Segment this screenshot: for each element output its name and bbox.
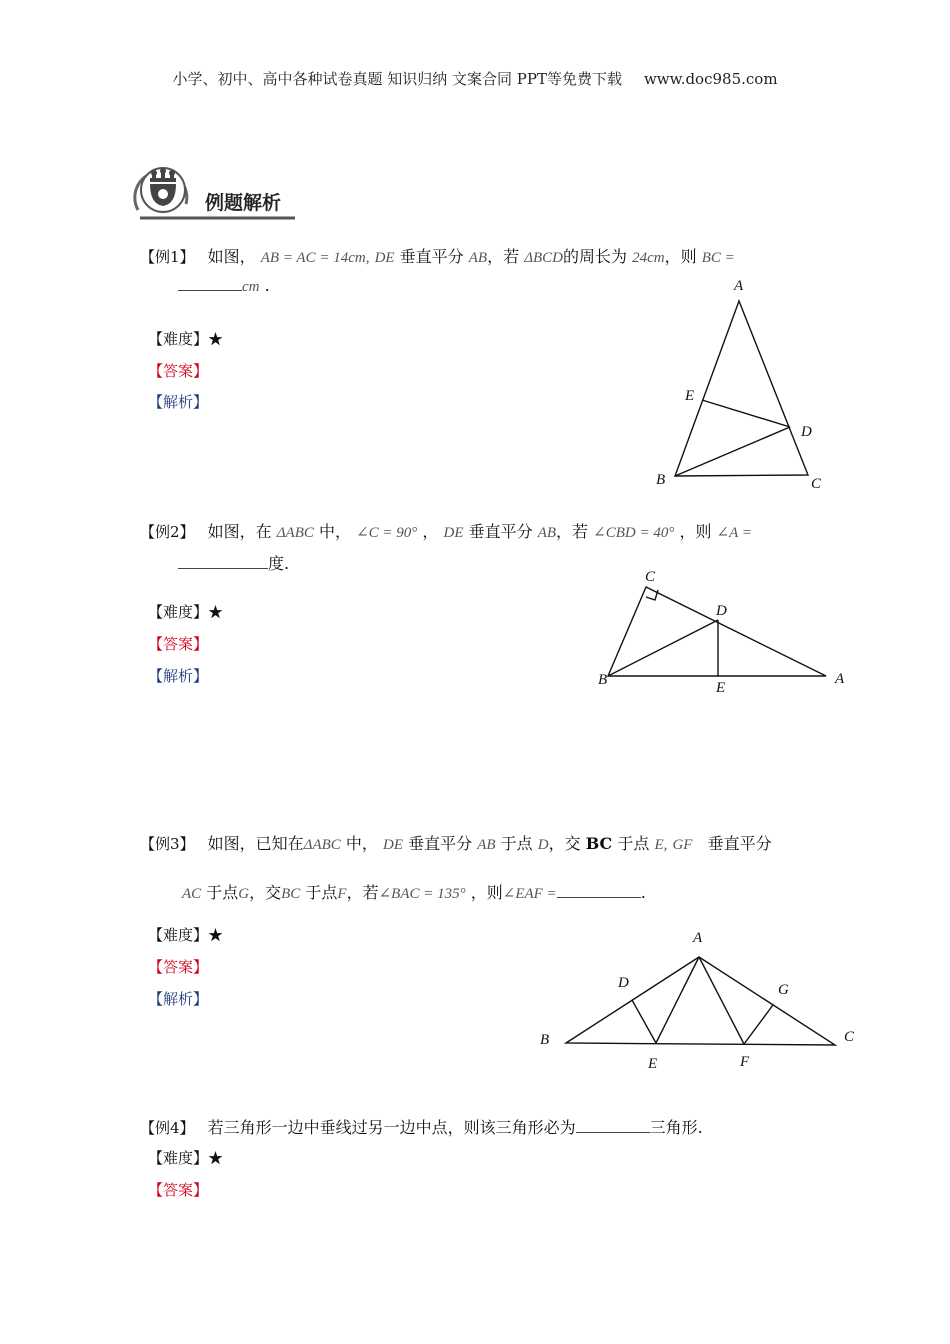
ex2-text: 垂直平分 <box>468 522 533 541</box>
ex1-difficulty: 【难度】★ <box>148 330 224 348</box>
ex3-math: ∠BAC = 135° <box>378 886 466 902</box>
ex2-math: ∠A = <box>716 525 752 541</box>
answer-blank <box>557 897 641 898</box>
ex3-math: AC <box>182 886 202 902</box>
ex1-text: . <box>264 276 270 295</box>
ex3-math: ∠EAF = <box>502 886 557 902</box>
label-b: B <box>540 1032 550 1048</box>
ex2-text: ，若 <box>556 522 589 541</box>
ex2-question <box>140 519 752 542</box>
ex2-math: ∠CBD = 40° <box>593 525 675 541</box>
header-site: www.doc985.com <box>643 70 778 88</box>
label-c: C <box>645 569 656 585</box>
answer-blank <box>178 290 242 291</box>
ex1-text: 如图， <box>207 247 256 266</box>
ex1-math: BC = <box>701 250 735 266</box>
ex4-text: 三角形. <box>649 1118 703 1137</box>
ex3-figure <box>530 925 870 1075</box>
ex3-math: E, <box>654 837 668 853</box>
ex3-math: ΔABC <box>303 837 341 853</box>
ex3-text: 于点 <box>617 834 650 853</box>
ex3-text: 垂直平分 <box>707 834 772 853</box>
ex1-question <box>140 244 735 267</box>
ex2-text: 中， <box>318 522 351 541</box>
ex1-analysis-label: 【解析】 <box>148 393 209 411</box>
triangle-abc <box>608 587 826 676</box>
ex3-math: BC <box>281 886 301 902</box>
ex1-text: ，则 <box>664 247 697 266</box>
ex3-text: ，若 <box>346 883 379 902</box>
ex4-text: 若三角形一边中垂线过另一边中点，则该三角形必为 <box>207 1118 576 1137</box>
ex1-math: AB = AC = 14cm, <box>260 250 370 266</box>
ex2-answer-label: 【答案】 <box>148 635 209 653</box>
ex1-math: AB <box>468 250 488 266</box>
label-g: G <box>778 982 789 998</box>
answer-blank <box>178 568 268 569</box>
label-b: B <box>598 672 608 688</box>
ex2-text: 如图，在 <box>207 522 272 541</box>
segment-de <box>632 1000 656 1043</box>
ex1-tag: 【例1】 <box>140 248 195 266</box>
segment-af <box>699 957 744 1044</box>
segment-bd <box>608 620 718 676</box>
ex1-math: 24cm <box>632 250 665 266</box>
ex3-answer-label: 【答案】 <box>148 958 209 976</box>
label-e: E <box>716 680 726 696</box>
label-e: E <box>685 388 695 404</box>
label-a: A <box>734 278 744 294</box>
trophy-cup-icon <box>141 168 185 212</box>
label-c: C <box>844 1029 855 1045</box>
header-text: 小学、初中、高中各种试卷真题 知识归纳 文案合同 PPT等免费下载 <box>172 70 622 88</box>
label-c: C <box>811 476 822 492</box>
label-f: F <box>740 1054 750 1070</box>
ex3-math: GF <box>672 837 693 853</box>
ex2-text: 度. <box>268 554 290 573</box>
segment-bd <box>675 427 790 476</box>
ex2-tag: 【例2】 <box>140 523 195 541</box>
ex3-text: 中， <box>345 834 378 853</box>
ex1-question-line2 <box>178 276 270 296</box>
ex2-math: ΔABC <box>276 525 314 541</box>
answer-blank <box>576 1132 650 1133</box>
label-a: A <box>693 930 703 946</box>
ex3-math: G <box>238 886 250 902</box>
ex3-text: 于点 <box>305 883 338 902</box>
ex3-text: ，交 <box>249 883 282 902</box>
ex3-question <box>140 831 772 854</box>
page-header <box>0 68 950 89</box>
ex3-question-line2 <box>182 880 646 903</box>
label-d: D <box>801 424 812 440</box>
ex3-text: 垂直平分 <box>408 834 473 853</box>
ex1-figure <box>640 270 840 500</box>
ex3-tag: 【例3】 <box>140 835 195 853</box>
ex3-text: ，则 <box>470 883 503 902</box>
star-icon: ★ <box>208 603 224 621</box>
section-title: 例题解析 <box>205 192 282 214</box>
segment-gf <box>744 1005 773 1044</box>
ex4-answer-label: 【答案】 <box>148 1181 209 1199</box>
ex3-text: 如图，已知在 <box>207 834 304 853</box>
ex2-analysis-label: 【解析】 <box>148 667 209 685</box>
ex1-text: 垂直平分 <box>399 247 464 266</box>
label-b: B <box>656 472 666 488</box>
star-icon: ★ <box>208 330 224 348</box>
ex1-text: ，若 <box>487 247 520 266</box>
ex1-math: DE <box>374 250 395 266</box>
segment-ae <box>656 957 699 1043</box>
ex3-math: D <box>537 837 549 853</box>
triangle-abc <box>566 957 835 1045</box>
ex2-math: AB <box>537 525 557 541</box>
label-d: D <box>716 603 727 619</box>
ex3-math: AB <box>477 837 496 853</box>
ex3-text: BC <box>585 834 613 853</box>
ex2-math: ∠C = 90° <box>356 525 418 541</box>
segment-ed <box>702 400 790 427</box>
ex2-text: ， <box>422 522 439 541</box>
ex2-text: ，则 <box>679 522 712 541</box>
label-d: D <box>618 975 629 991</box>
ex3-text: ，交 <box>548 834 581 853</box>
ex3-text: . <box>640 883 646 902</box>
label-e: E <box>648 1056 658 1072</box>
ex1-text: 的周长为 <box>563 247 628 266</box>
star-icon: ★ <box>208 1149 224 1167</box>
ex3-math: DE <box>383 837 403 853</box>
ex3-text: 于点 <box>206 883 239 902</box>
star-icon: ★ <box>208 926 224 944</box>
ex2-math: DE <box>443 525 464 541</box>
ex4-difficulty: 【难度】★ <box>148 1149 224 1167</box>
ex3-text: 于点 <box>500 834 533 853</box>
ex3-difficulty: 【难度】★ <box>148 926 224 944</box>
ex3-math: F <box>337 886 347 902</box>
ex3-analysis-label: 【解析】 <box>148 990 209 1008</box>
ex1-math: ΔBCD <box>524 250 564 266</box>
ex1-answer-label: 【答案】 <box>148 362 209 380</box>
label-a: A <box>835 671 845 687</box>
ex1-math: cm <box>242 279 260 295</box>
triangle-abc <box>675 301 808 476</box>
ex4-tag: 【例4】 <box>140 1119 195 1137</box>
ex2-question-line2 <box>178 551 289 574</box>
ex2-figure <box>590 565 860 705</box>
ex2-difficulty: 【难度】★ <box>148 603 224 621</box>
ex4-question <box>140 1115 703 1138</box>
